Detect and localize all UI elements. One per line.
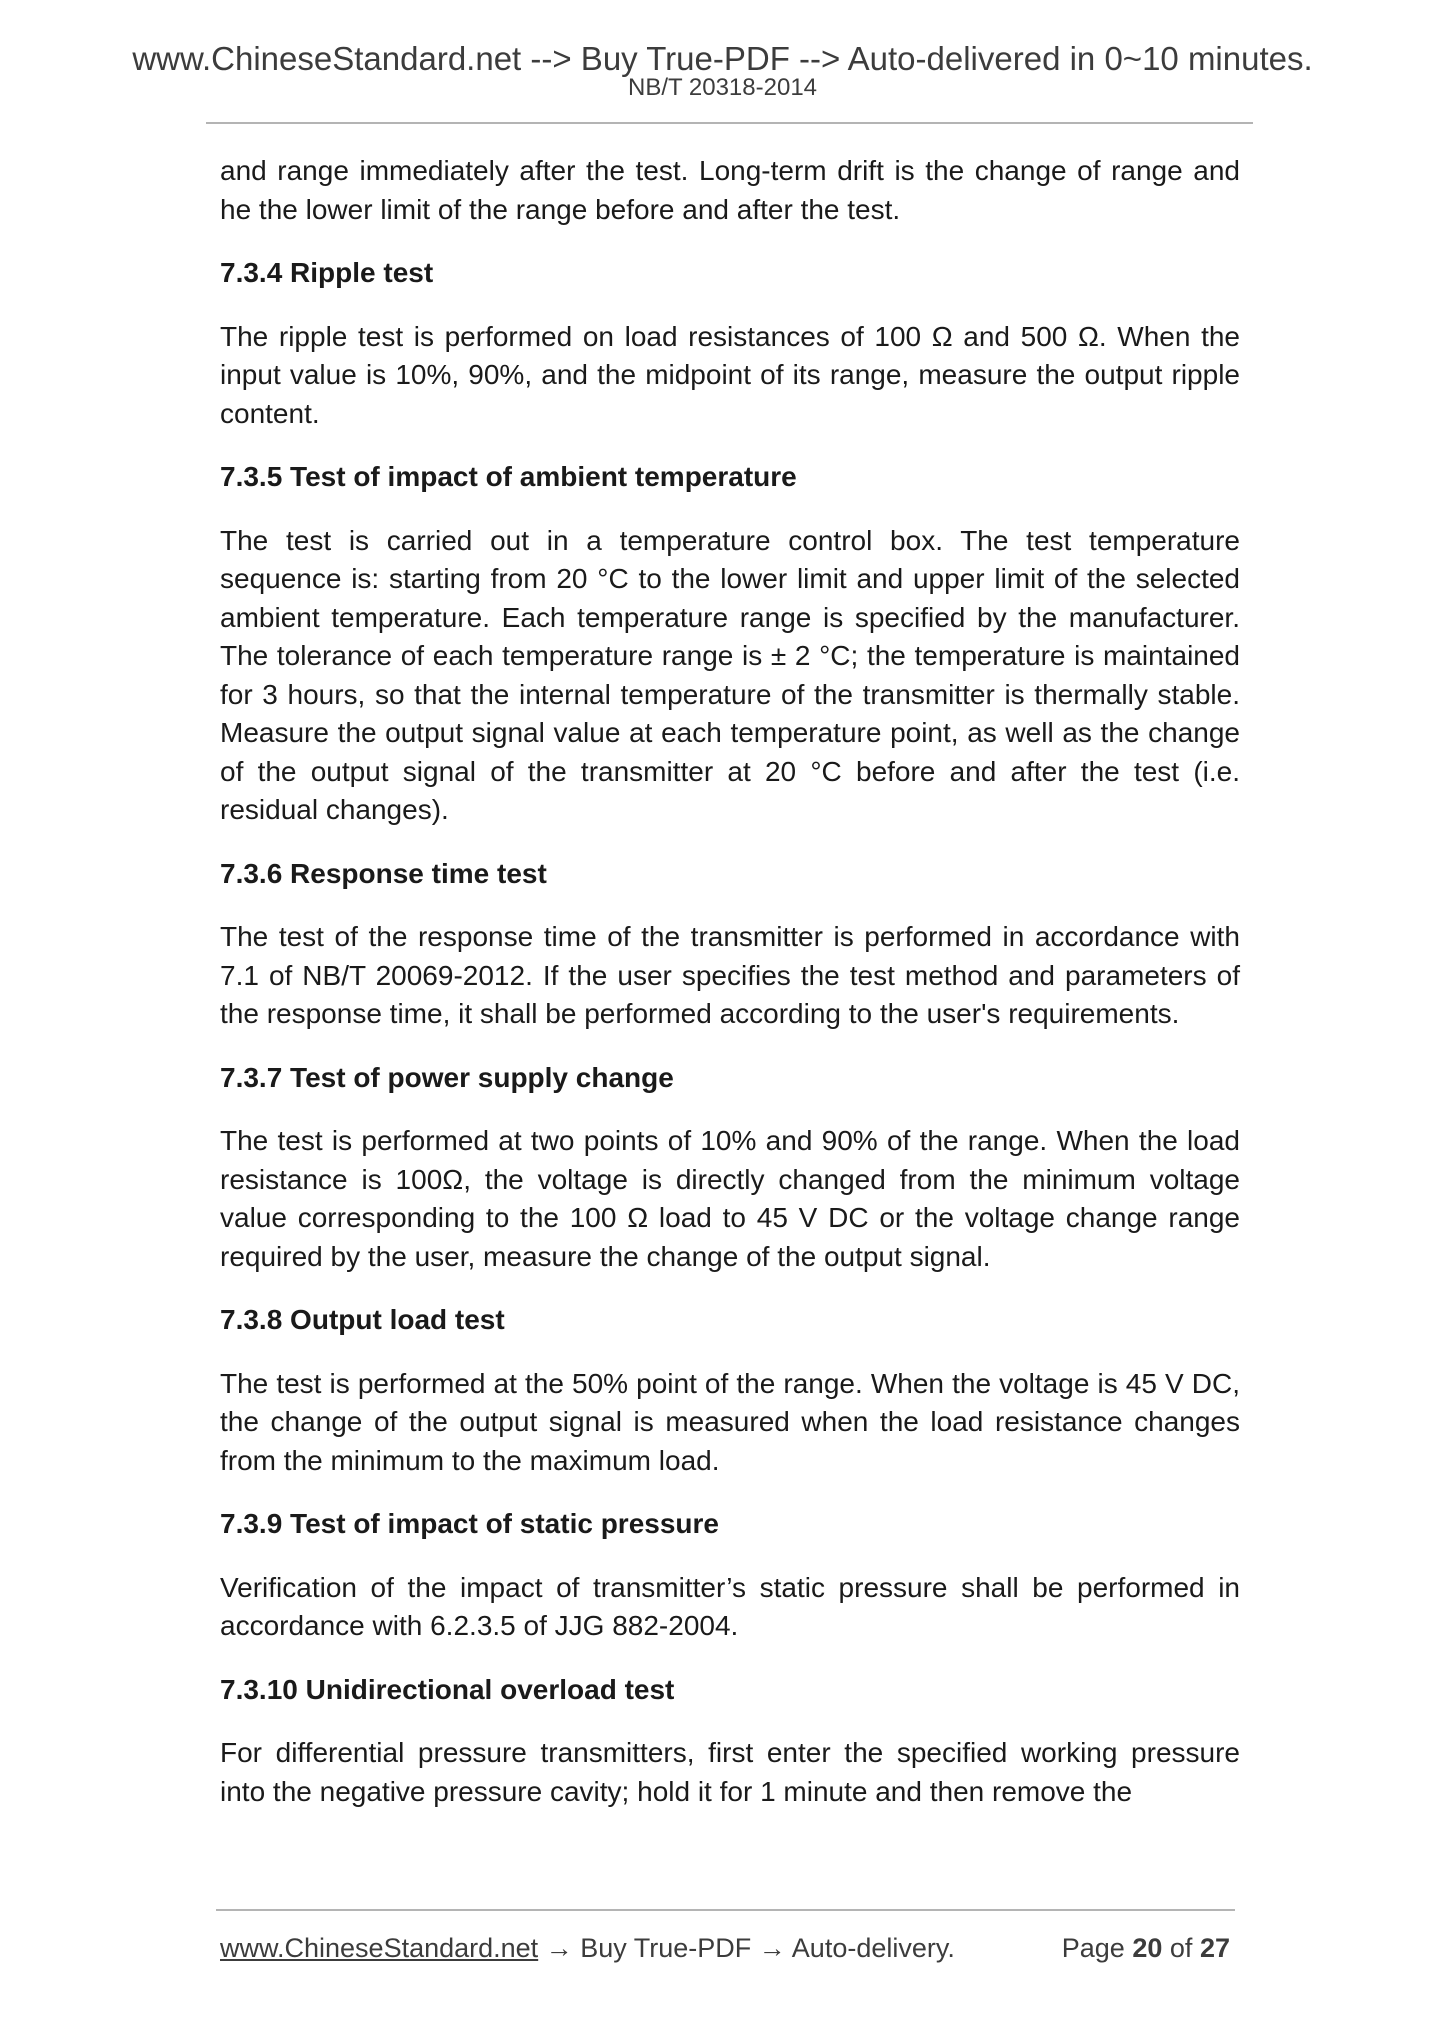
of-label: of: [1169, 1933, 1193, 1963]
paragraph-7-3-8: The test is performed at the 50% point of the range. When the voltage is 45 V DC, the change of the output signal is measured when the load resistance changes from the minimum to the maximum load.: [220, 1367, 1240, 1476]
heading-7-3-7: 7.3.7 Test of power supply change: [220, 1061, 674, 1093]
footer-divider: [216, 1909, 1235, 1911]
total-pages: 27: [1199, 1933, 1230, 1963]
document-number: NB/T 20318-2014: [627, 74, 818, 101]
header-divider: [206, 122, 1253, 124]
page-label: Page: [1061, 1933, 1125, 1963]
paragraph-7-3-6: The test of the response time of the transmitter is performed in accordance with 7.1 of NB/T 20069-2012. If the user specifies the test method and parameters of the response time, it shall be performed according to the user's requirements.: [220, 921, 1240, 1029]
page-content: [220, 152, 1240, 1836]
paragraph-7-3-9: Verification of the impact of transmitter’s static pressure shall be performed in accordance with 6.2.3.5 of JJG 882-2004.: [220, 1571, 1240, 1641]
paragraph-7-3-7: The test is performed at two points of 10% and 90% of the range. When the load resistance is 100Ω, the voltage is directly changed from the minimum voltage value corresponding to the 100 Ω load to 45 V DC or the voltage change range required by the user, measure the change of the output signal.: [220, 1125, 1240, 1272]
buy-text: Buy True-PDF: [580, 1933, 752, 1963]
paragraph-7-3-10: For differential pressure transmitters, first enter the specified working pressure into the negative pressure cavity; hold it for 1 minute and then remove the: [220, 1737, 1240, 1807]
footer-links: [220, 1930, 955, 1966]
intro-paragraph: and range immediately after the test. Long-term drift is the change of range and he the lower limit of the range before and after the test.: [220, 155, 1240, 225]
page-counter: [1062, 1930, 1230, 1966]
arrow-right-icon: →: [545, 1933, 573, 1963]
page-footer: [220, 1930, 1230, 1966]
site-banner: www.ChineseStandard.net --> Buy True-PDF --> Auto-delivered in 0~10 minutes.: [132, 40, 1313, 77]
delivery-text: Auto-delivery.: [791, 1933, 955, 1963]
heading-7-3-5: 7.3.5 Test of impact of ambient temperature: [220, 461, 797, 492]
heading-7-3-10: 7.3.10 Unidirectional overload test: [220, 1673, 675, 1705]
paragraph-7-3-4: The ripple test is performed on load resistances of 100 Ω and 500 Ω. When the input value is 10%, 90%, and the midpoint of its range, measure the output ripple content.: [220, 320, 1240, 429]
paragraph-7-3-5: The test is carried out in a temperature control box. The test temperature sequence is: starting from 20 °C to the lower limit and upper limit of the selected ambient temperature. Each temperature range is specified by the manufacturer. The tolerance of each temperature range is ± 2 °C; the temperature is maintained for 3 hours, so that the internal temperature of the transmitter is thermally stable. Measure the output signal value at each temperature point, as well as the change of the output signal of the transmitter at 20 °C before and after the test (i.e. residual changes).: [220, 524, 1240, 825]
arrow-right-icon: →: [758, 1933, 786, 1963]
site-link[interactable]: www.ChineseStandard.net: [220, 1933, 539, 1963]
heading-7-3-6: 7.3.6 Response time test: [220, 857, 547, 889]
heading-7-3-8: 7.3.8 Output load test: [220, 1304, 505, 1335]
current-page: 20: [1132, 1933, 1163, 1963]
heading-7-3-4: 7.3.4 Ripple test: [220, 257, 434, 288]
heading-7-3-9: 7.3.9 Test of impact of static pressure: [220, 1508, 719, 1539]
